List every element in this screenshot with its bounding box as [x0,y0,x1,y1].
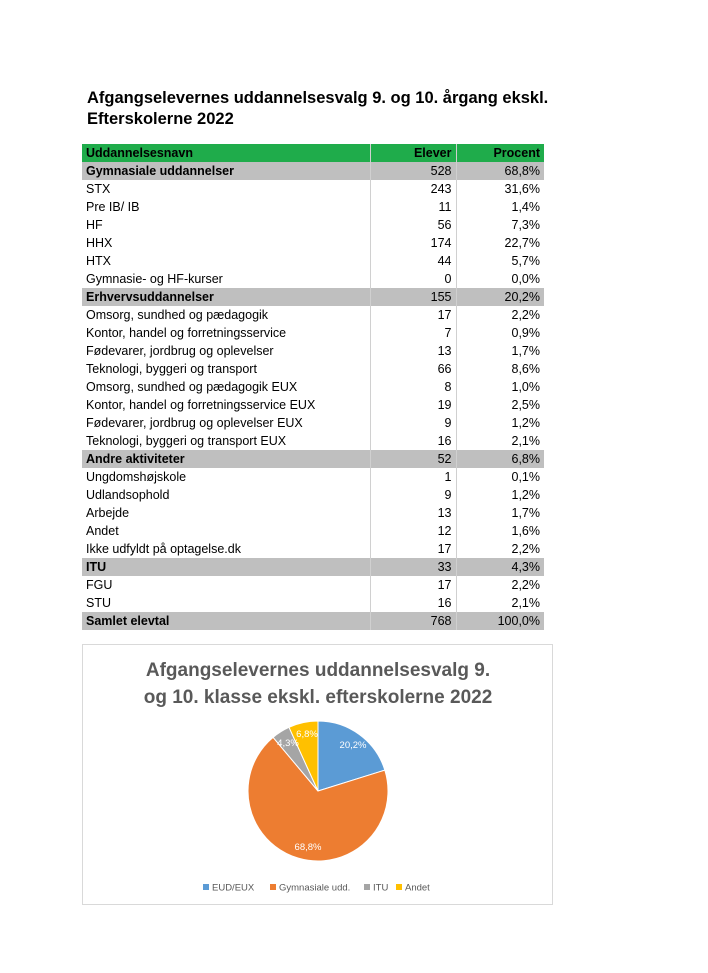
cell-procent: 7,3% [456,216,544,234]
cell-procent: 8,6% [456,360,544,378]
cell-name: Arbejde [86,506,130,520]
legend-swatch [364,884,370,890]
cell-name: Erhvervsuddannelser [82,288,370,306]
cell-elever: 17 [370,306,456,324]
cell-name: HTX [86,254,111,268]
table-row [82,540,544,558]
cell-elever: 52 [370,450,456,468]
cell-procent: 2,1% [456,432,544,450]
legend-item [270,883,350,894]
cell-procent: 1,0% [456,378,544,396]
header-procent: Procent [456,144,544,162]
cell-elever: 9 [370,486,456,504]
table-row [82,432,544,450]
legend-label: Andet [405,882,430,894]
cell-name: Teknologi, byggeri og transport EUX [86,434,287,448]
cell-procent: 68,8% [456,162,544,180]
legend-swatch [270,884,276,890]
table-row [82,504,544,522]
cell-elever: 66 [370,360,456,378]
cell-procent: 0,9% [456,324,544,342]
table-group-row [82,612,544,630]
legend-label: Gymnasiale udd. [279,882,351,894]
cell-elever: 243 [370,180,456,198]
table-row [82,306,544,324]
pie-chart [82,644,553,905]
table-row [82,396,544,414]
cell-procent: 0,0% [456,270,544,288]
cell-elever: 13 [370,342,456,360]
table-row [82,324,544,342]
cell-procent: 2,2% [456,540,544,558]
legend-item [364,883,388,894]
cell-procent: 1,7% [456,504,544,522]
cell-name: STX [86,182,111,196]
cell-procent: 20,2% [456,288,544,306]
chart-title-line: og 10. klasse ekskl. efterskolerne 2022 [143,687,493,708]
cell-elever: 174 [370,234,456,252]
cell-name: STU [86,596,111,610]
cell-name: ITU [82,558,370,576]
table-body [82,162,544,630]
cell-procent: 1,2% [456,486,544,504]
cell-elever: 44 [370,252,456,270]
table-row [82,594,544,612]
cell-name: Teknologi, byggeri og transport [86,362,257,376]
table-row [82,234,544,252]
cell-elever: 16 [370,594,456,612]
header-uddannelsesnavn: Uddannelsesnavn [82,144,370,162]
cell-elever: 8 [370,378,456,396]
table-row [82,378,544,396]
cell-elever: 768 [370,612,456,630]
cell-name: Ikke udfyldt på optagelse.dk [86,542,241,556]
cell-name: Kontor, handel og forretningsservice EUX [86,398,316,412]
cell-name: Udlandsophold [86,488,170,502]
table-group-row [82,162,544,180]
cell-procent: 22,7% [456,234,544,252]
table-row [82,270,544,288]
table-header-row [82,144,544,162]
cell-elever: 17 [370,576,456,594]
cell-procent: 100,0% [456,612,544,630]
cell-procent: 2,2% [456,576,544,594]
table-row [82,522,544,540]
cell-name: Omsorg, sundhed og pædagogik [86,308,269,322]
cell-name: Andet [86,524,119,538]
legend-item [396,883,430,894]
legend-swatch [396,884,402,890]
cell-procent: 1,6% [456,522,544,540]
cell-name: Omsorg, sundhed og pædagogik EUX [86,380,298,394]
cell-name: Fødevarer, jordbrug og oplevelser EUX [86,416,303,430]
cell-elever: 17 [370,540,456,558]
cell-elever: 0 [370,270,456,288]
table-row [82,216,544,234]
education-table [82,144,544,630]
cell-elever: 528 [370,162,456,180]
cell-procent: 4,3% [456,558,544,576]
cell-procent: 31,6% [456,180,544,198]
cell-procent: 2,5% [456,396,544,414]
table-group-row [82,450,544,468]
table-row [82,414,544,432]
legend-label: EUD/EUX [212,882,255,894]
cell-name: Gymnasiale uddannelser [82,162,370,180]
pie-chart-svg [83,645,552,904]
table-row [82,252,544,270]
table-row [82,360,544,378]
pie-data-label: 6,8% [296,729,318,740]
cell-elever: 13 [370,504,456,522]
header-elever: Elever [370,144,456,162]
table-row [82,342,544,360]
cell-elever: 33 [370,558,456,576]
cell-elever: 7 [370,324,456,342]
cell-elever: 155 [370,288,456,306]
cell-name: HHX [86,236,113,250]
legend-swatch [203,884,209,890]
pie-data-label: 4,3% [277,738,299,749]
cell-name: Ungdomshøjskole [86,470,187,484]
cell-name: Gymnasie- og HF-kurser [86,272,223,286]
cell-name: Samlet elevtal [82,612,370,630]
cell-elever: 12 [370,522,456,540]
table-row [82,468,544,486]
cell-name: HF [86,218,103,232]
table-group-row [82,558,544,576]
cell-name: Andre aktiviteter [82,450,370,468]
cell-elever: 16 [370,432,456,450]
cell-elever: 11 [370,198,456,216]
table-group-row [82,288,544,306]
table-row [82,198,544,216]
cell-procent: 1,2% [456,414,544,432]
cell-procent: 2,1% [456,594,544,612]
table-row [82,576,544,594]
table-row [82,180,544,198]
cell-name: Pre IB/ IB [86,200,140,214]
chart-title-line: Afgangselevernes uddannelsesvalg 9. [145,660,491,681]
pie-data-label: 20,2% [339,740,367,751]
document-title: Afgangselevernes uddannelsesvalg 9. og 10. årgang ekskl. Efterskolerne 2022 [87,89,549,128]
cell-procent: 5,7% [456,252,544,270]
legend-label: ITU [373,882,389,894]
cell-name: Kontor, handel og forretningsservice [86,326,287,340]
cell-procent: 0,1% [456,468,544,486]
cell-name: Fødevarer, jordbrug og oplevelser [86,344,274,358]
cell-procent: 6,8% [456,450,544,468]
table-row [82,486,544,504]
cell-elever: 19 [370,396,456,414]
cell-procent: 2,2% [456,306,544,324]
cell-procent: 1,4% [456,198,544,216]
pie-data-label: 68,8% [294,842,322,853]
legend-item [203,883,255,894]
cell-elever: 9 [370,414,456,432]
cell-procent: 1,7% [456,342,544,360]
cell-name: FGU [86,578,113,592]
cell-elever: 1 [370,468,456,486]
cell-elever: 56 [370,216,456,234]
